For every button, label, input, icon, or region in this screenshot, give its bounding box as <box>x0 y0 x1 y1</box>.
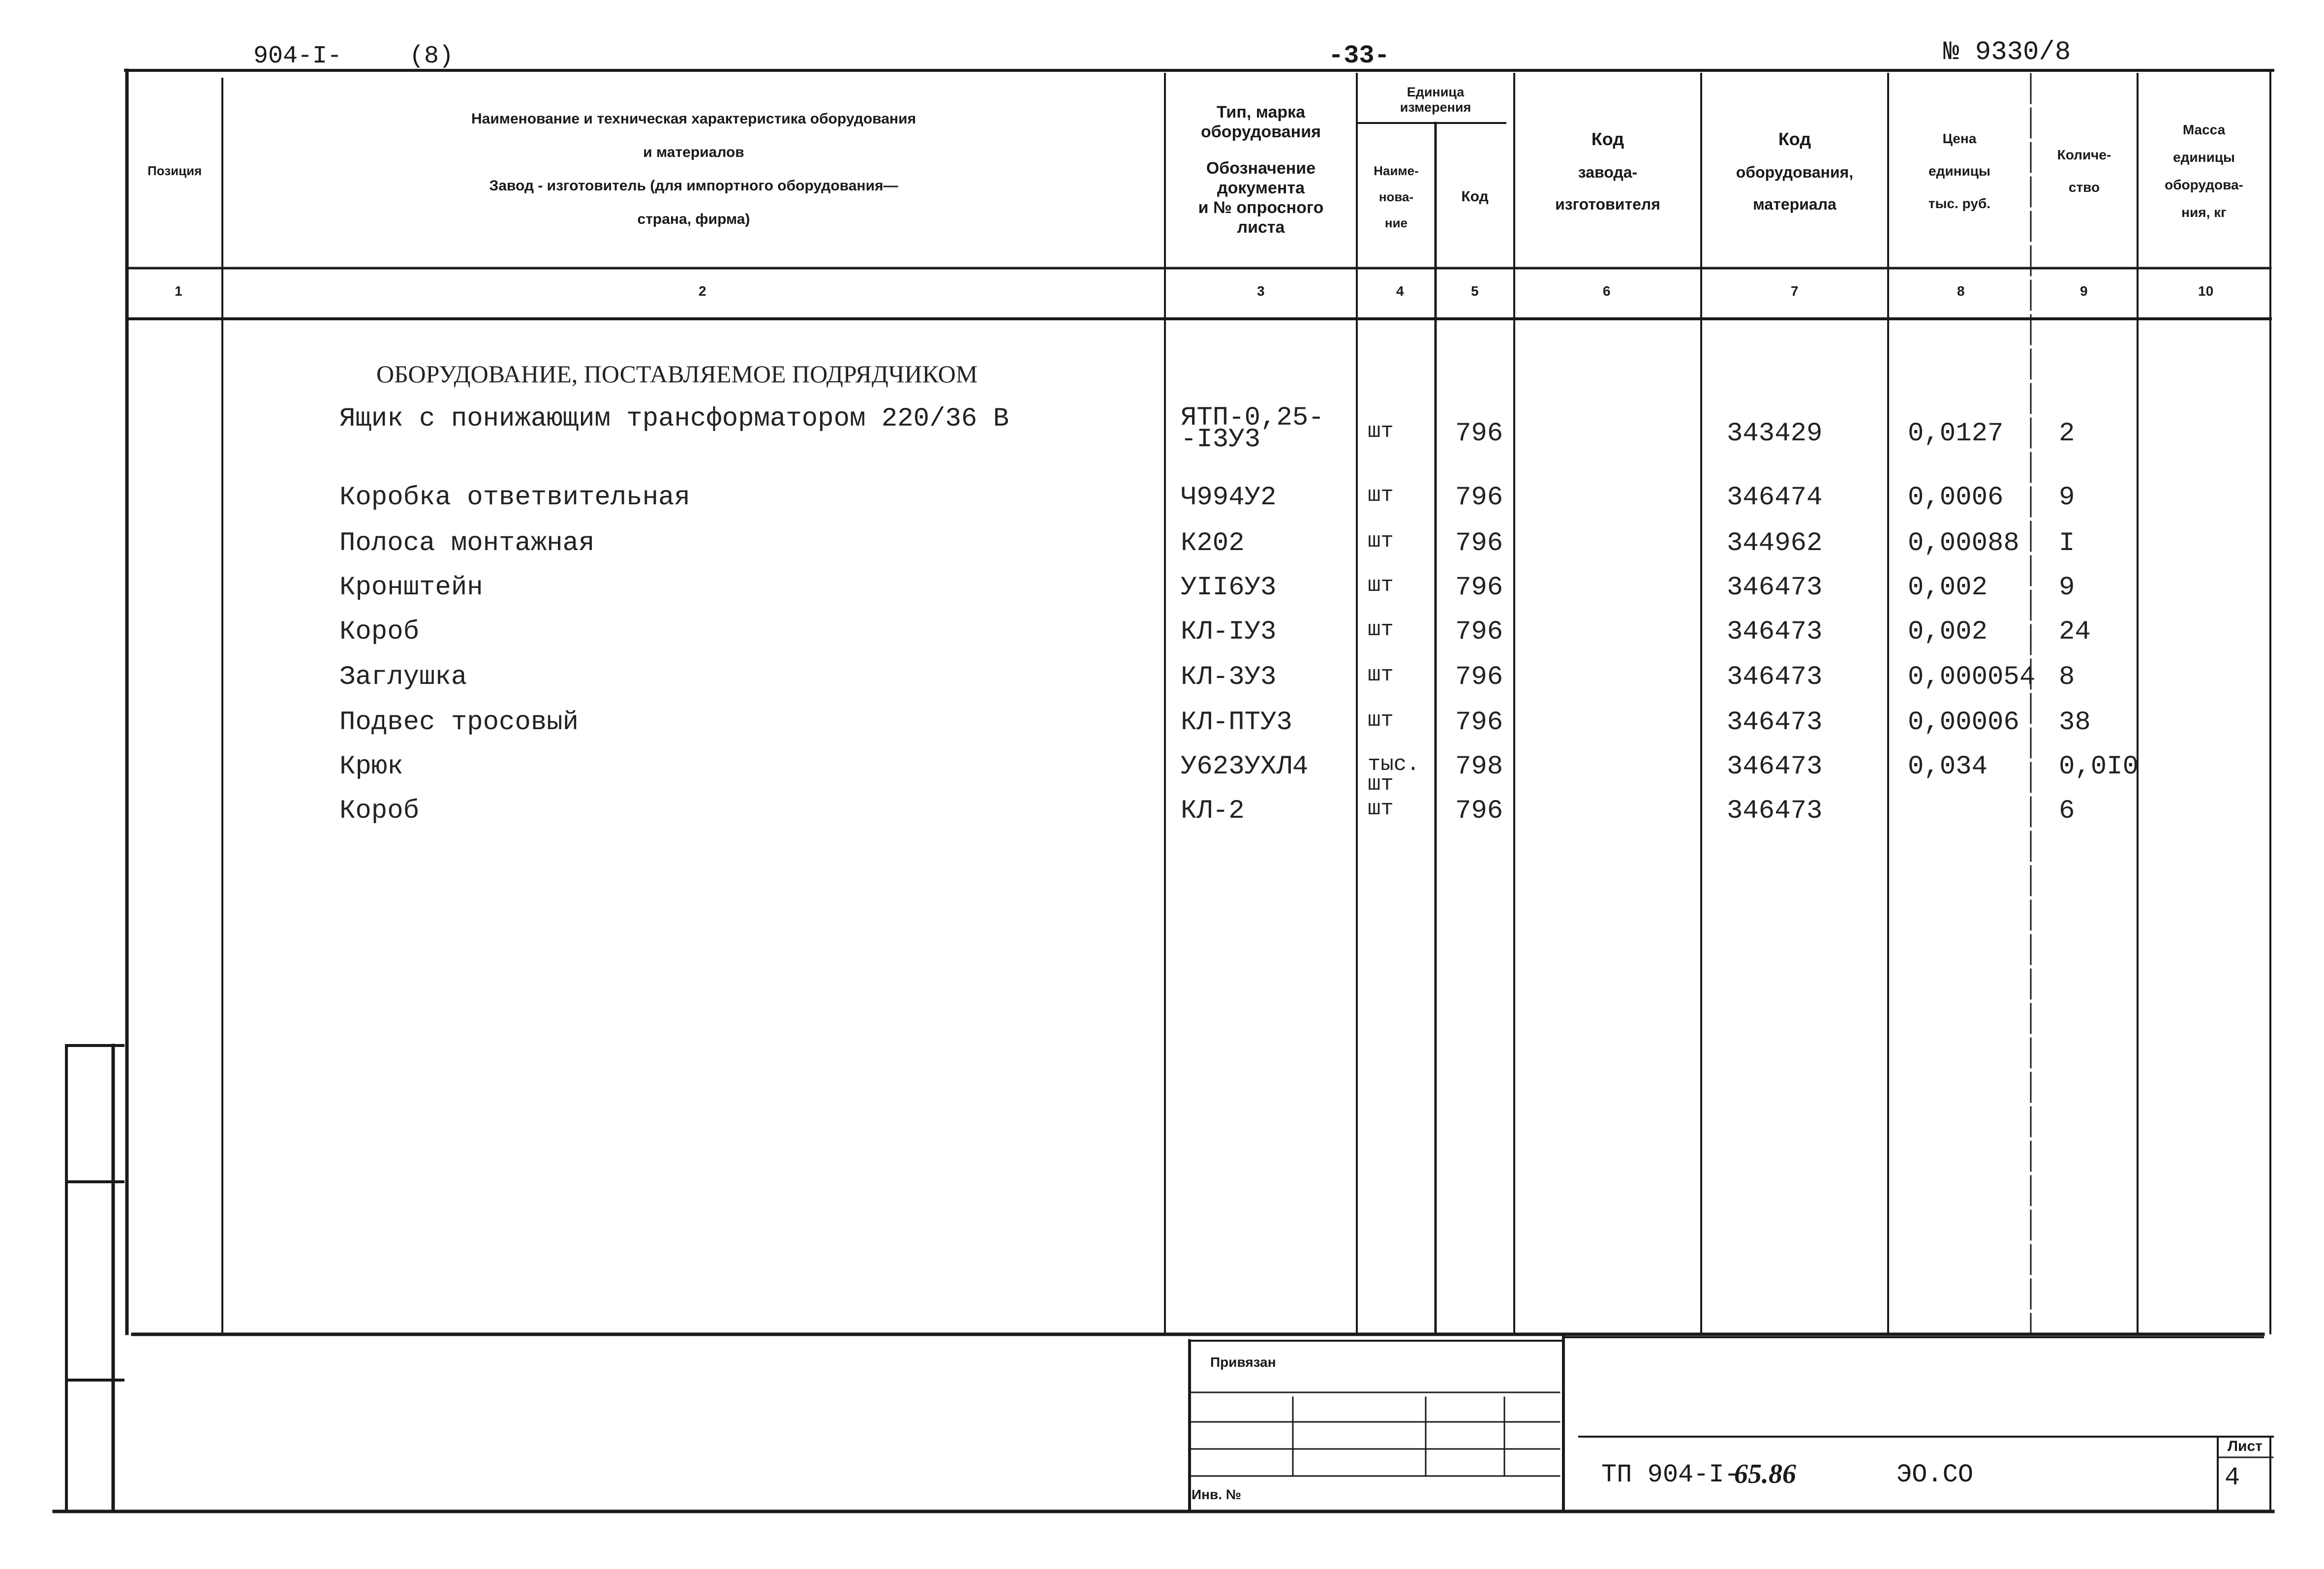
item-quantity: 0,0I0 <box>2059 752 2139 782</box>
header-type <box>1165 74 1357 268</box>
item-unit: шт <box>1368 573 1394 598</box>
header-equip-line2: оборудования, <box>1736 163 1854 181</box>
header-unit <box>1357 79 1514 121</box>
item-quantity: 2 <box>2059 419 2075 449</box>
header-unit-line1: Единица <box>1407 84 1465 99</box>
item-unit: шт <box>1368 797 1394 821</box>
header-unit-name <box>1357 125 1436 268</box>
col-number-1: 1 <box>175 283 183 299</box>
item-unit: шт <box>1368 419 1394 444</box>
header-mass-line1: Масса <box>2182 122 2226 137</box>
item-unit: шт <box>1368 708 1394 733</box>
page-number: -33- <box>1328 41 1390 70</box>
item-name: Кронштейн <box>339 573 483 603</box>
series-label: 904-I- <box>253 42 342 70</box>
col-number-6: 6 <box>1603 283 1611 299</box>
col-number-4: 4 <box>1396 283 1404 299</box>
item-quantity: 8 <box>2059 662 2075 692</box>
attached-label: Привязан <box>1210 1354 1276 1370</box>
doc-code-prefix: ТП 904-I- <box>1601 1460 1740 1489</box>
item-unit-code: 796 <box>1455 662 1503 692</box>
header-type-line5: и № опросного <box>1198 198 1324 217</box>
item-name: Заглушка <box>339 662 467 692</box>
header-position <box>127 74 222 268</box>
item-type: ЯТП-0,25- <box>1181 403 1324 433</box>
item-equipment-code: 346473 <box>1727 573 1823 603</box>
item-type: КЛ-3У3 <box>1181 662 1277 692</box>
item-name: Короб <box>339 617 420 647</box>
header-price-line3: тыс. руб. <box>1928 195 1991 211</box>
item-unit: шт <box>1368 663 1394 687</box>
col-number-8: 8 <box>1957 283 1965 299</box>
item-name: Ящик с понижающим трансформатором 220/36 В <box>339 404 1009 434</box>
header-mass-line2: единицы <box>2173 149 2235 165</box>
header-name <box>222 74 1165 268</box>
header-name-line1: Наименование и техническая характеристика оборудования <box>471 111 916 127</box>
header-equipment-code <box>1701 74 1888 268</box>
issue-label: (8) <box>409 42 454 70</box>
section-title: ОБОРУДОВАНИЕ, ПОСТАВЛЯЕМОЕ ПОДРЯДЧИКОМ <box>376 360 978 388</box>
header-type-line3: Обозначение <box>1206 159 1316 178</box>
header-unit-name-line1: Наиме- <box>1374 163 1419 178</box>
header-factory-line2: завода- <box>1578 163 1638 181</box>
item-type-line2: -I3У3 <box>1181 425 1261 455</box>
item-price: 0,0006 <box>1908 483 2004 513</box>
item-unit: шт <box>1368 617 1394 642</box>
item-price: 0,034 <box>1908 752 1988 782</box>
sheet-number: 4 <box>2225 1463 2240 1492</box>
header-name-line4: страна, фирма) <box>637 211 750 227</box>
item-type: УII6У3 <box>1181 573 1277 603</box>
header-mass <box>2138 74 2270 268</box>
item-equipment-code: 344962 <box>1727 528 1823 558</box>
item-name: Короб <box>339 796 420 826</box>
sheet-label: Лист <box>2228 1438 2263 1454</box>
header-name-line3: Завод - изготовитель (для импортного оборудования— <box>489 178 898 194</box>
item-quantity: 9 <box>2059 573 2075 603</box>
item-equipment-code: 346474 <box>1727 483 1823 513</box>
item-name: Коробка ответвительная <box>339 483 690 513</box>
col-number-3: 3 <box>1257 283 1265 299</box>
item-quantity: 24 <box>2059 617 2091 647</box>
doc-number: № 9330/8 <box>1943 37 2071 67</box>
header-mass-line3: оборудова- <box>2165 177 2243 192</box>
col-number-7: 7 <box>1791 283 1799 299</box>
header-type-line6: листа <box>1237 218 1285 237</box>
item-unit-line2: шт <box>1368 772 1394 797</box>
item-unit: шт <box>1368 529 1394 554</box>
item-unit-code: 796 <box>1455 483 1503 513</box>
item-unit-code: 798 <box>1455 752 1503 782</box>
item-name: Крюк <box>339 752 403 782</box>
item-equipment-code: 343429 <box>1727 419 1823 449</box>
item-unit-code: 796 <box>1455 573 1503 603</box>
header-price-line2: единицы <box>1928 163 1990 179</box>
header-type-line2: оборудования <box>1201 123 1321 141</box>
item-unit-code: 796 <box>1455 796 1503 826</box>
item-price: 0,002 <box>1908 617 1988 647</box>
col-number-5: 5 <box>1471 283 1479 299</box>
item-unit: тыс. <box>1368 752 1420 777</box>
header-quantity <box>2031 74 2138 268</box>
doc-code-handwritten: 65.86 <box>1734 1459 1796 1489</box>
item-type: КЛ-ПТУ3 <box>1181 708 1292 738</box>
item-price: 0,0127 <box>1908 419 2004 449</box>
item-type: Ч994У2 <box>1181 483 1277 513</box>
item-equipment-code: 346473 <box>1727 617 1823 647</box>
item-quantity: I <box>2059 528 2075 558</box>
header-name-line2: и материалов <box>643 144 744 160</box>
item-price: 0,00088 <box>1908 528 2019 558</box>
item-unit-code: 796 <box>1455 617 1503 647</box>
item-price: 0,000054 <box>1908 662 2036 692</box>
header-type-line1: Тип, марка <box>1216 103 1306 122</box>
header-qty-line1: Количе- <box>2057 147 2111 162</box>
item-equipment-code: 346473 <box>1727 796 1823 826</box>
item-unit: шт <box>1368 483 1394 508</box>
item-quantity: 9 <box>2059 483 2075 513</box>
item-price: 0,00006 <box>1908 708 2019 738</box>
item-type: КЛ-2 <box>1181 796 1245 826</box>
doc-section: ЭО.СО <box>1896 1460 1974 1489</box>
item-price: 0,002 <box>1908 573 1988 603</box>
item-equipment-code: 346473 <box>1727 662 1823 692</box>
header-unit-name-line3: ние <box>1384 215 1408 230</box>
item-equipment-code: 346473 <box>1727 752 1823 782</box>
item-unit-code: 796 <box>1455 528 1503 558</box>
header-unit-line2: измерения <box>1400 99 1471 115</box>
item-quantity: 6 <box>2059 796 2075 826</box>
header-equip-line3: материала <box>1753 195 1836 213</box>
item-unit-code: 796 <box>1455 419 1503 449</box>
item-quantity: 38 <box>2059 708 2091 738</box>
header-unit-name-line2: нова- <box>1378 189 1414 204</box>
col-number-10: 10 <box>2198 283 2214 299</box>
header-qty-line2: ство <box>2068 179 2100 195</box>
col-number-9: 9 <box>2080 283 2088 299</box>
item-type: У623УХЛ4 <box>1181 752 1309 782</box>
item-unit-code: 796 <box>1455 708 1503 738</box>
header-factory-line1: Код <box>1591 128 1624 149</box>
header-equip-line1: Код <box>1778 128 1811 149</box>
header-price <box>1888 74 2031 268</box>
item-type: К202 <box>1181 528 1245 558</box>
header-factory-code <box>1514 74 1701 268</box>
item-name: Подвес тросовый <box>339 708 579 738</box>
col-number-2: 2 <box>699 283 706 299</box>
header-unit-code-label: Код <box>1461 188 1489 205</box>
header-price-line1: Цена <box>1942 130 1977 146</box>
item-type: КЛ-IУ3 <box>1181 617 1277 647</box>
header-mass-line4: ния, кг <box>2181 204 2227 220</box>
header-type-line4: документа <box>1217 179 1305 197</box>
header-factory-line3: изготовителя <box>1555 195 1660 213</box>
header-position-label: Позиция <box>147 163 202 178</box>
item-name: Полоса монтажная <box>339 528 595 558</box>
inventory-number-label: Инв. № <box>1192 1487 1242 1502</box>
header-unit-code <box>1436 125 1514 268</box>
item-equipment-code: 346473 <box>1727 708 1823 738</box>
